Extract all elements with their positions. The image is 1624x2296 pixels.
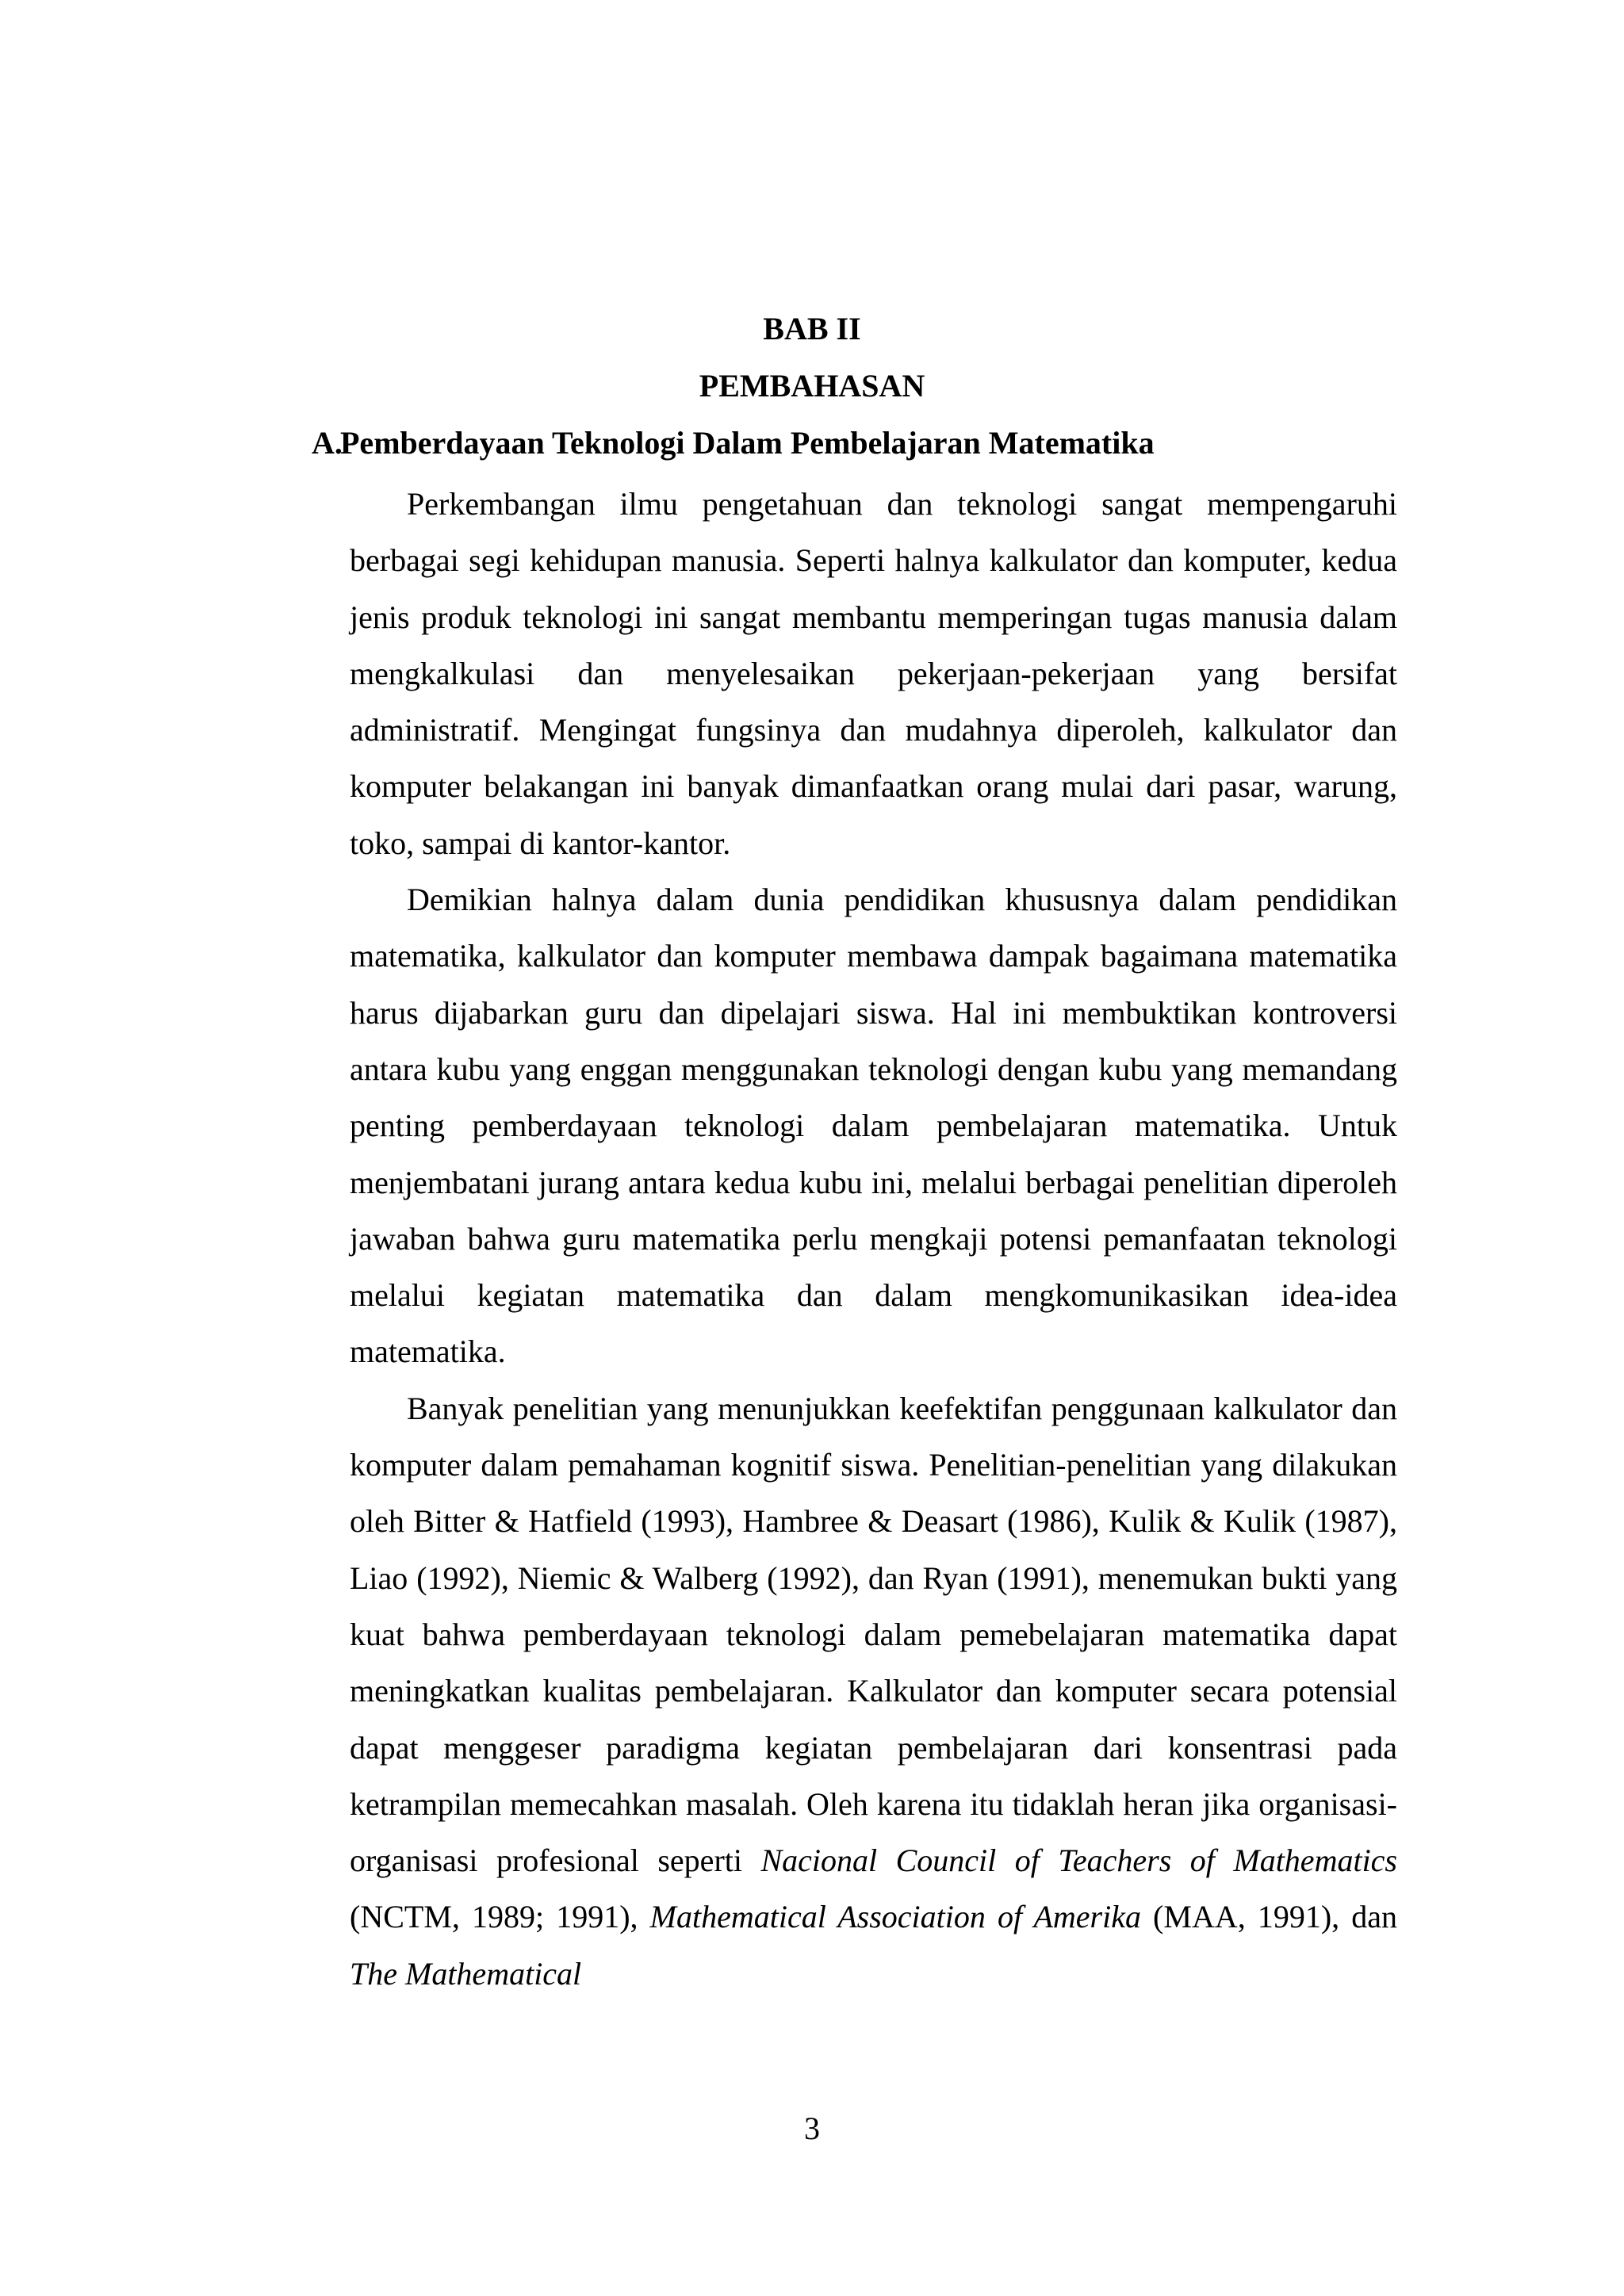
paragraph-1: Perkembangan ilmu pengetahuan dan teknologi sangat mempengaruhi berbagai segi kehidupan manusia. Seperti halnya kalkulator dan komputer, kedua jenis produk teknologi ini sangat membantu memperingan tugas manusia dalam mengkalkulasi dan menyelesaikan pekerjaan-pekerjaan yang bersifat administratif. Mengingat fungsinya dan mudahnya diperoleh, kalkulator dan komputer belakangan ini banyak dimanfaatkan orang mulai dari pasar, warung, toko, sampai di kantor-kantor. [350,486,1397,861]
paragraph-3-italic-nctm: Nacional Council of Teachers of Mathematics [760,1843,1397,1879]
section-heading [312,420,1422,466]
paragraph-2: Demikian halnya dalam dunia pendidikan khususnya dalam pendidikan matematika, kalkulator dan komputer membawa dampak bagaimana matematika harus dijabarkan guru dan dipelajari siswa. Hal ini membuktikan kontroversi antara kubu yang enggan menggunakan teknologi dengan kubu yang memandang penting pemberdayaan teknologi dalam pembelajaran matematika. Untuk menjembatani jurang antara kedua kubu ini, melalui berbagai penelitian diperoleh jawaban bahwa guru matematika perlu mengkaji potensi pemanfaatan teknologi melalui kegiatan matematika dan dalam mengkomunikasikan idea-idea matematika. [350,882,1397,1370]
paragraph-3-text-3: (MAA, 1991), dan [1140,1899,1397,1935]
page-number: 3 [804,2110,820,2146]
paragraph-3-text-2: (NCTM, 1989; 1991), [350,1899,650,1935]
paragraph-3 [350,1380,1397,2002]
paragraph-3-text-1: Banyak penelitian yang menunjukkan keefektifan penggunaan kalkulator dan komputer dalam pemahaman kognitif siswa. Penelitian-penelitian yang dilakukan oleh Bitter & Hatfield (1993), Hambree & Deasart (1986), Kulik & Kulik (1987), Liao (1992), Niemic & Walberg (1992), dan Ryan (1991), menemukan bukti yang kuat bahwa pemberdayaan teknologi dalam pemebelajaran matematika dapat meningkatkan kualitas pembelajaran. Kalkulator dan komputer secara potensial dapat menggeser paradigma kegiatan pembelajaran dari konsentrasi pada ketrampilan memecahkan masalah. Oleh karena itu tidaklah heran jika organisasi-organisasi profesional seperti [350,1390,1397,1879]
paragraph-3-italic-tm: The Mathematical [350,1955,582,1992]
chapter-title: BAB II [763,311,861,346]
section-number: A. [312,425,343,461]
paragraph-3-italic-maa: Mathematical Association of Amerika [649,1899,1141,1935]
part-title: PEMBAHASAN [699,368,925,404]
body-text [350,476,1397,2002]
section-title: Pemberdayaan Teknologi Dalam Pembelajaran Matematika [340,425,1155,461]
